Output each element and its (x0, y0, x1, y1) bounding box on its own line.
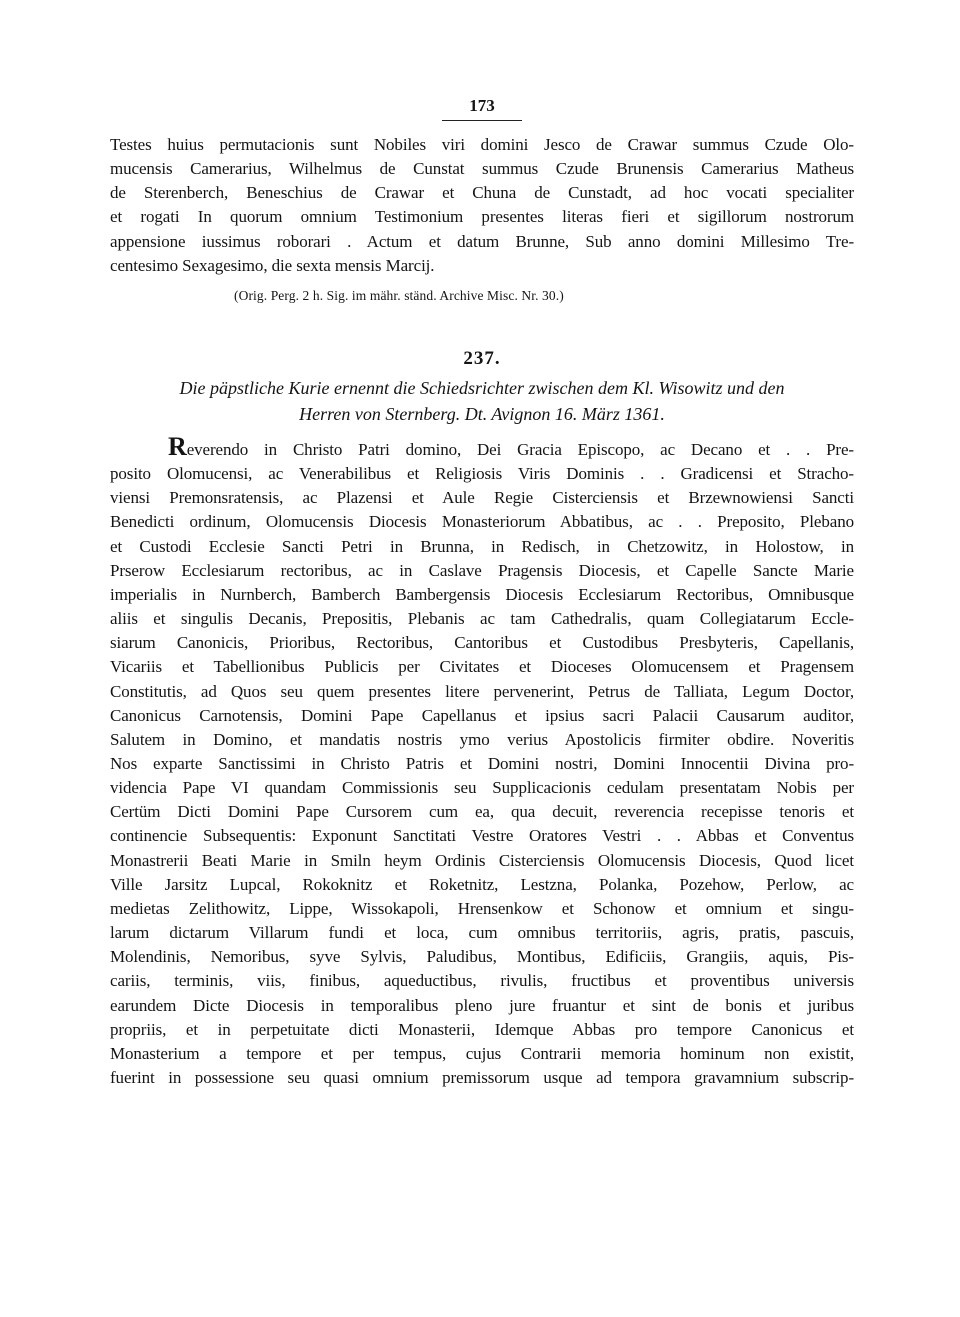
document-number: 237. (463, 347, 501, 369)
text-line: continencie Subsequentis: Exponunt Sanctitati Vestre Oratores Vestri . . Abbas et Conventus (110, 826, 854, 846)
drop-initial: R (168, 431, 187, 461)
text-line: propriis, et in perpetuitate dicti Monasterii, Idemque Abbas pro tempore Canonicus et (110, 1019, 854, 1039)
text-line: Constitutis, ad Quos seu quem presentes litere pervenerint, Petrus de Talliata, Legum Doctor, (110, 681, 854, 701)
text-line: Canonicus Carnotensis, Domini Pape Capellanus et ipsius sacri Palacii Causarum auditor, (110, 705, 854, 725)
text-line: medietas Zelithowitz, Lippe, Wissokapoli, Hrensenkow et Schonow et omnium et singu- (110, 898, 854, 918)
text-line: Monastrerii Beati Marie in Smiln heym Ordinis Cisterciensis Olomucensis Diocesis, Quod licet (110, 850, 854, 870)
document-body (110, 431, 854, 1090)
heading-line: Herren von Sternberg. Dt. Avignon 16. März 1361. (299, 403, 665, 424)
text-line: Benedicti ordinum, Olomucensis Diocesis Monasteriorum Abbatibus, ac . . Preposito, Plebano (110, 512, 854, 532)
text-line: viensi Premonsratensis, ac Plazensi et Aule Regie Cisterciensis et Brzewnowiensi Sancti (110, 488, 854, 508)
first-line-text: everendo in Christo Patri domino, Dei Gracia Episcopo, ac Decano et . . Pre- (186, 439, 854, 459)
text-line: mucensis Camerarius, Wilhelmus de Cunstat summus Czude Brunensis Camerarius Matheus (110, 159, 854, 179)
text-line: Salutem in Domino, et mandatis nostris ymo verius Apostolicis firmiter obdire. Noveritis (110, 729, 854, 749)
text-line: Vicariis et Tabellionibus Publicis per Civitates et Dioceses Olomucensem et Pragensem (110, 657, 854, 677)
text-line: Molendinis, Nemoribus, syve Sylvis, Paludibus, Montibus, Edificiis, Grangiis, aquis, Pis- (110, 947, 854, 967)
text-line: et Custodi Ecclesie Sancti Petri in Brunna, in Redisch, in Chetzowitz, in Holostow, in (110, 536, 854, 556)
text-line: Monasterium a tempore et per tempus, cujus Contrarii memoria hominum non existit, (110, 1043, 854, 1063)
heading-line: Die päpstliche Kurie ernennt die Schiedsrichter zwischen dem Kl. Wisowitz und den (179, 377, 785, 398)
text-line: larum dictarum Villarum fundi et loca, cum omnibus territoriis, agris, pratis, pascuis, (110, 923, 854, 943)
text-line: Prserow Ecclesiarum rectoribus, ac in Caslave Pragensis Diocesis, et Capelle Sancte Marie (110, 560, 854, 580)
text-line: Ville Jarsitz Lupcal, Rokoknitz et Roketnitz, Lestzna, Polanka, Pozehow, Perlow, ac (110, 874, 854, 894)
document-page (110, 94, 854, 1090)
text-line: appensione iussimus roborari . Actum et datum Brunne, Sub anno domini Millesimo Tre- (110, 231, 854, 251)
source-note: (Orig. Perg. 2 h. Sig. im mähr. ständ. Archive Misc. Nr. 30.) (234, 287, 564, 303)
text-line: Nos exparte Sanctissimi in Christo Patris et Domini nostri, Domini Innocentii Divina pro- (110, 753, 854, 773)
text-line: Testes huius permutacionis sunt Nobiles viri domini Jesco de Crawar summus Czude Olo- (110, 135, 854, 154)
text-line: de Sterenberch, Beneschius de Crawar et Chuna de Cunstadt, ad hoc vocati specialiter (110, 183, 854, 203)
text-line: centesimo Sexagesimo, die sexta mensis Marcij. (110, 255, 435, 275)
text-line: Certüm Dicti Domini Pape Cursorem cum ea, qua decuit, reverencia recepisse tenoris et (110, 802, 854, 822)
first-text-line (110, 431, 854, 462)
page-number: 173 (442, 94, 522, 121)
document-heading (110, 375, 854, 427)
text-line: earundem Dicte Diocesis in temporalibus pleno jure fruantur et sint de bonis et juribus (110, 995, 854, 1015)
text-line: posito Olomucensi, ac Venerabilibus et Religiosis Viris Dominis . . Gradicensi et Stracho- (110, 464, 854, 484)
text-line: imperialis in Nurnberch, Bamberch Bambergensis Diocesis Ecclesiarum Rectoribus, Omnibusque (110, 584, 854, 604)
text-line: fuerint in possessione seu quasi omnium premissorum usque ad tempora gravamnium subscrip- (110, 1068, 854, 1087)
text-line: et rogati In quorum omnium Testimonium presentes literas fieri et sigillorum nostrorum (110, 207, 854, 227)
text-line: aliis et singulis Decanis, Prepositis, Plebanis ac tam Cathedralis, quam Collegiatarum Eccle- (110, 609, 854, 629)
text-line: videncia Pape VI quandam Commissionis seu Supplicacionis cedulam presentatam Nobis per (110, 778, 854, 798)
text-line: siarum Canonicis, Prioribus, Rectoribus, Cantoribus et Custodibus Presbyteris, Capellanis, (110, 633, 854, 653)
text-line: cariis, terminis, viis, finibus, aqueductibus, rivulis, fructibus et proventibus universis (110, 971, 854, 991)
witness-paragraph (110, 133, 854, 278)
